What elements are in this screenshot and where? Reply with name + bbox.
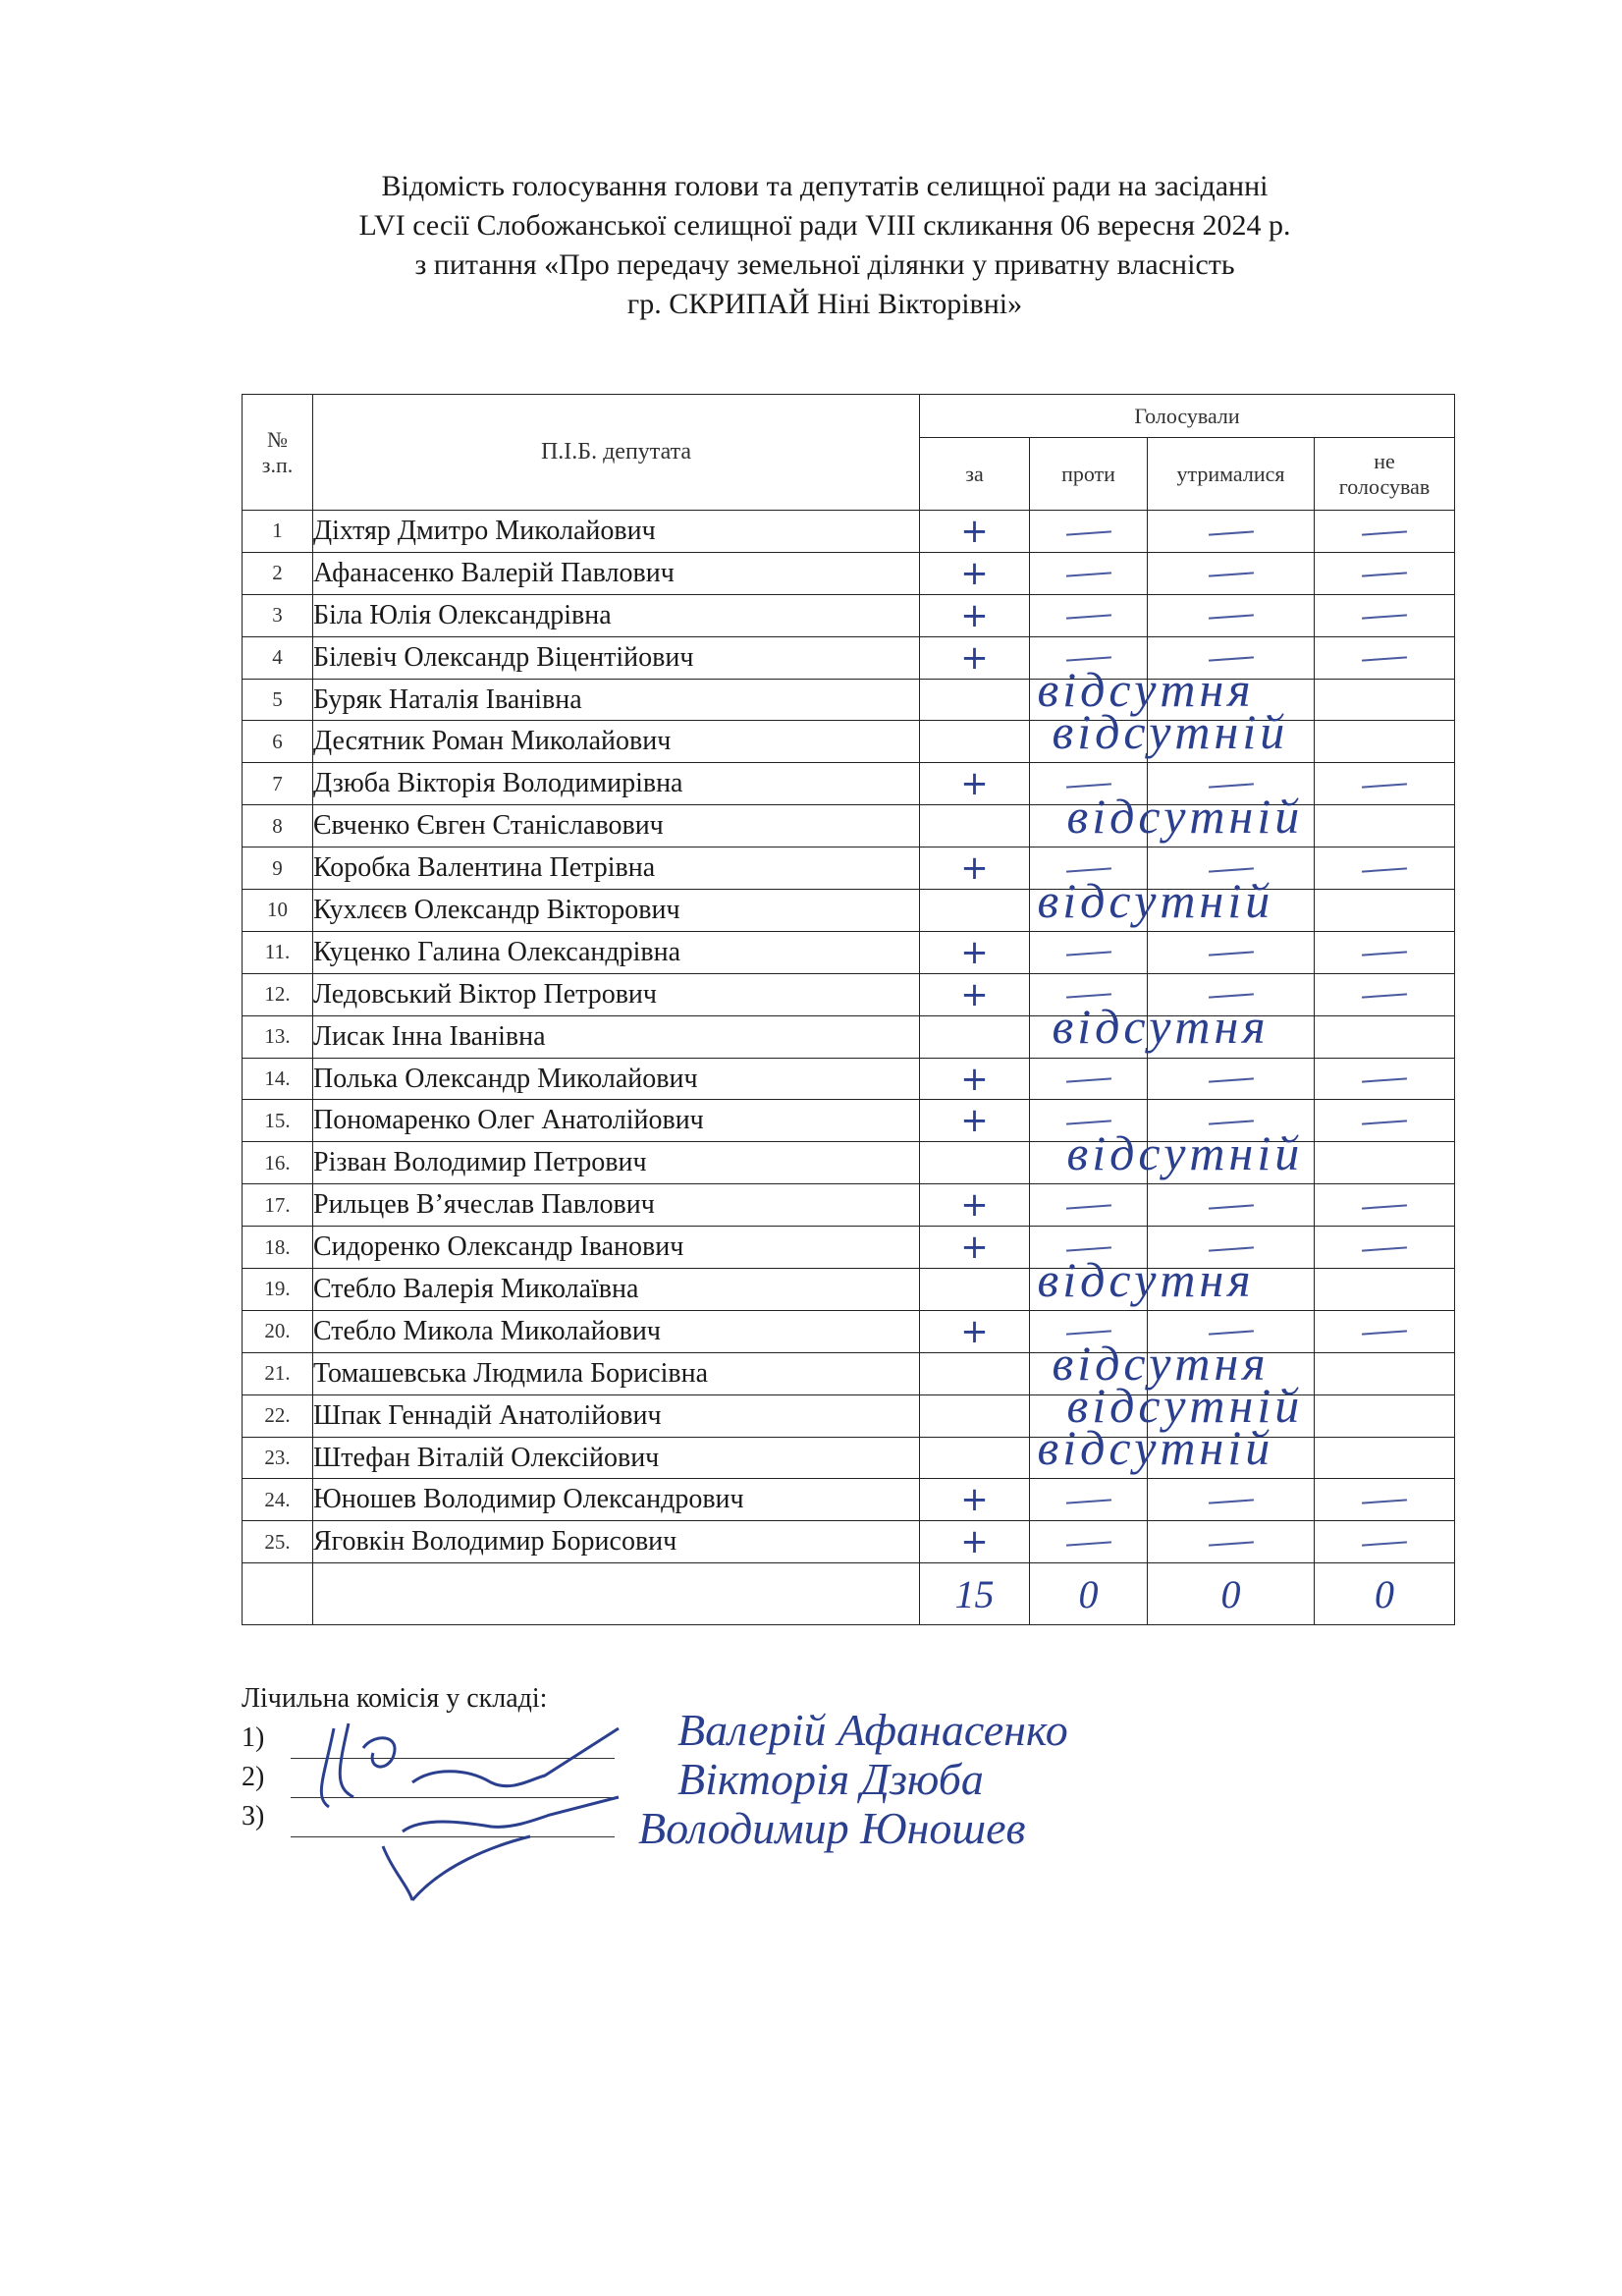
table-row (243, 931, 1455, 973)
dash-mark (1208, 867, 1253, 872)
vote-against (1030, 1479, 1148, 1521)
vote-abstained (1148, 1100, 1315, 1142)
title-line-2: LVI сесії Слобожанської селищної ради VIII скликання 06 вересня 2024 р. (358, 209, 1291, 242)
row-number: 14. (243, 1058, 313, 1100)
dash-mark (1362, 573, 1407, 577)
vote-not-voted (1315, 1479, 1455, 1521)
vote-abstained (1148, 552, 1315, 594)
deputy-name: Біла Юлія Олександрівна (313, 594, 920, 636)
header-not-voted: не голосував (1315, 438, 1455, 511)
table-row (243, 1394, 1455, 1437)
vote-abstained (1148, 1394, 1315, 1437)
vote-not-voted (1315, 1142, 1455, 1184)
dash-mark (1362, 657, 1407, 662)
table-row (243, 1521, 1455, 1563)
vote-abstained (1148, 1310, 1315, 1352)
vote-abstained (1148, 890, 1315, 932)
row-number: 22. (243, 1394, 313, 1437)
commission-member-1-name: Валерій Афанасенко (677, 1705, 1068, 1755)
vote-abstained (1148, 1269, 1315, 1311)
table-row (243, 805, 1455, 847)
table-row (243, 1100, 1455, 1142)
vote-abstained (1148, 847, 1315, 890)
row-number: 7 (243, 763, 313, 805)
row-number: 5 (243, 679, 313, 721)
vote-against (1030, 1058, 1148, 1100)
vote-for: + (920, 1184, 1030, 1227)
deputy-name: Діхтяр Дмитро Миколайович (313, 511, 920, 553)
dash-mark (1208, 1077, 1253, 1082)
dash-mark (1362, 994, 1407, 999)
vote-abstained (1148, 679, 1315, 721)
dash-mark (1065, 867, 1110, 872)
deputy-name: Пономаренко Олег Анатолійович (313, 1100, 920, 1142)
commission-member-3-name: Володимир Юношев (638, 1803, 1026, 1853)
vote-not-voted (1315, 511, 1455, 553)
row-number: 9 (243, 847, 313, 890)
total-for: 15 (920, 1563, 1030, 1625)
header-number: № з.п. (243, 395, 313, 511)
vote-against (1030, 1100, 1148, 1142)
dash-mark (1208, 783, 1253, 788)
vote-abstained (1148, 1521, 1315, 1563)
table-row (243, 1352, 1455, 1394)
row-number: 25. (243, 1521, 313, 1563)
dash-mark (1065, 994, 1110, 999)
vote-not-voted (1315, 1394, 1455, 1437)
vote-for (920, 890, 1030, 932)
vote-against (1030, 1269, 1148, 1311)
deputy-name: Стебло Микола Миколайович (313, 1310, 920, 1352)
vote-for (920, 679, 1030, 721)
row-number: 24. (243, 1479, 313, 1521)
vote-for: + (920, 511, 1030, 553)
vote-against (1030, 552, 1148, 594)
absent-note: відсутній (1066, 1124, 1304, 1180)
deputy-name: Стебло Валерія Миколаївна (313, 1269, 920, 1311)
dash-mark (1065, 952, 1110, 957)
table-row (243, 1184, 1455, 1227)
dash-mark (1208, 1246, 1253, 1251)
totals-empty-number (243, 1563, 313, 1625)
dash-mark (1362, 1246, 1407, 1251)
row-number: 11. (243, 931, 313, 973)
table-row (243, 1015, 1455, 1058)
dash-mark (1362, 1120, 1407, 1124)
vote-not-voted (1315, 931, 1455, 973)
vote-for: + (920, 1479, 1030, 1521)
absent-note: відсутня (1052, 1336, 1270, 1392)
dash-mark (1065, 1541, 1110, 1546)
total-abstained: 0 (1148, 1563, 1315, 1625)
vote-abstained (1148, 973, 1315, 1015)
dash-mark (1065, 1246, 1110, 1251)
vote-against (1030, 805, 1148, 847)
dash-mark (1065, 1499, 1110, 1503)
dash-mark (1065, 1331, 1110, 1336)
vote-against (1030, 931, 1148, 973)
dash-mark (1065, 573, 1110, 577)
dash-mark (1208, 994, 1253, 999)
vote-not-voted (1315, 890, 1455, 932)
vote-against (1030, 1521, 1148, 1563)
title-line-3: з питання «Про передачу земельної ділянки у приватну власність (414, 248, 1235, 281)
dash-mark (1362, 1499, 1407, 1503)
vote-abstained (1148, 721, 1315, 763)
dash-mark (1208, 530, 1253, 535)
vote-abstained (1148, 805, 1315, 847)
deputy-name: Яговкін Володимир Борисович (313, 1521, 920, 1563)
deputy-name: Юношев Володимир Олександрович (313, 1479, 920, 1521)
vote-against (1030, 1352, 1148, 1394)
row-number: 3 (243, 594, 313, 636)
vote-against (1030, 636, 1148, 679)
vote-not-voted (1315, 1100, 1455, 1142)
vote-against (1030, 721, 1148, 763)
vote-for: + (920, 636, 1030, 679)
dash-mark (1065, 657, 1110, 662)
dash-mark (1362, 867, 1407, 872)
vote-against (1030, 1437, 1148, 1479)
dash-mark (1362, 1204, 1407, 1209)
deputy-name: Рильцев В’ячеслав Павлович (313, 1184, 920, 1227)
vote-not-voted (1315, 1058, 1455, 1100)
voting-table (242, 394, 1455, 1625)
vote-for: + (920, 847, 1030, 890)
vote-not-voted (1315, 552, 1455, 594)
dash-mark (1065, 530, 1110, 535)
row-number: 13. (243, 1015, 313, 1058)
dash-mark (1208, 1120, 1253, 1124)
dash-mark (1362, 952, 1407, 957)
vote-abstained (1148, 763, 1315, 805)
dash-mark (1362, 1077, 1407, 1082)
table-row (243, 1058, 1455, 1100)
deputy-name: Кухлєєв Олександр Вікторович (313, 890, 920, 932)
vote-against (1030, 1310, 1148, 1352)
vote-for: + (920, 1310, 1030, 1352)
vote-not-voted (1315, 636, 1455, 679)
vote-against (1030, 1394, 1148, 1437)
dash-mark (1362, 783, 1407, 788)
vote-for: + (920, 1058, 1030, 1100)
row-number: 4 (243, 636, 313, 679)
absent-note: відсутня (1052, 999, 1270, 1055)
totals-empty-name (313, 1563, 920, 1625)
header-voted: Голосували (920, 395, 1455, 438)
handwritten-signatures (295, 1689, 668, 1905)
table-row (243, 1269, 1455, 1311)
table-row (243, 594, 1455, 636)
vote-against (1030, 594, 1148, 636)
row-number: 18. (243, 1227, 313, 1269)
vote-abstained (1148, 1142, 1315, 1184)
table-row (243, 973, 1455, 1015)
dash-mark (1065, 783, 1110, 788)
row-number: 8 (243, 805, 313, 847)
table-row (243, 1437, 1455, 1479)
deputy-name: Десятник Роман Миколайович (313, 721, 920, 763)
header-abstained: утрималися (1148, 438, 1315, 511)
deputy-name: Полька Олександр Миколайович (313, 1058, 920, 1100)
dash-mark (1362, 1331, 1407, 1336)
dash-mark (1362, 1541, 1407, 1546)
dash-mark (1065, 1120, 1110, 1124)
vote-not-voted (1315, 1227, 1455, 1269)
table-row (243, 1310, 1455, 1352)
vote-not-voted (1315, 1015, 1455, 1058)
vote-not-voted (1315, 1437, 1455, 1479)
commission-member-2-number: 2) (242, 1762, 265, 1792)
vote-not-voted (1315, 805, 1455, 847)
deputy-name: Дзюба Вікторія Володимирівна (313, 763, 920, 805)
table-row (243, 890, 1455, 932)
deputy-name: Ледовський Віктор Петрович (313, 973, 920, 1015)
row-number: 20. (243, 1310, 313, 1352)
vote-abstained (1148, 1184, 1315, 1227)
vote-not-voted (1315, 763, 1455, 805)
table-row (243, 763, 1455, 805)
deputy-name: Лисак Інна Іванівна (313, 1015, 920, 1058)
vote-against (1030, 679, 1148, 721)
vote-abstained (1148, 1058, 1315, 1100)
vote-not-voted (1315, 1184, 1455, 1227)
vote-abstained (1148, 1479, 1315, 1521)
dash-mark (1208, 1331, 1253, 1336)
document-title (236, 167, 1414, 324)
dash-mark (1362, 615, 1407, 620)
title-line-1: Відомість голосування голови та депутатів селищної ради на засіданні (381, 170, 1269, 202)
title-line-4: гр. СКРИПАЙ Ніні Вікторівні» (626, 288, 1023, 320)
total-not-voted: 0 (1315, 1563, 1455, 1625)
deputy-name: Афанасенко Валерій Павлович (313, 552, 920, 594)
dash-mark (1065, 615, 1110, 620)
table-row (243, 552, 1455, 594)
deputy-name: Коробка Валентина Петрівна (313, 847, 920, 890)
header-name: П.І.Б. депутата (313, 395, 920, 511)
vote-for (920, 1437, 1030, 1479)
table-row (243, 721, 1455, 763)
vote-for: + (920, 594, 1030, 636)
vote-not-voted (1315, 1310, 1455, 1352)
row-number: 1 (243, 511, 313, 553)
dash-mark (1208, 573, 1253, 577)
vote-not-voted (1315, 1269, 1455, 1311)
totals-row (243, 1563, 1455, 1625)
header-against: проти (1030, 438, 1148, 511)
row-number: 16. (243, 1142, 313, 1184)
vote-against (1030, 511, 1148, 553)
absent-note: відсутній (1066, 788, 1304, 844)
deputy-name: Томашевська Людмила Борисівна (313, 1352, 920, 1394)
table-row (243, 1227, 1455, 1269)
row-number: 17. (243, 1184, 313, 1227)
dash-mark (1065, 1204, 1110, 1209)
vote-against (1030, 847, 1148, 890)
row-number: 23. (243, 1437, 313, 1479)
vote-for: + (920, 763, 1030, 805)
commission-member-2-name: Вікторія Дзюба (677, 1754, 984, 1804)
deputy-name: Різван Володимир Петрович (313, 1142, 920, 1184)
commission-member-3-number: 3) (242, 1801, 265, 1831)
vote-against (1030, 1184, 1148, 1227)
deputy-name: Шпак Геннадій Анатолійович (313, 1394, 920, 1437)
table-row (243, 847, 1455, 890)
deputy-name: Куценко Галина Олександрівна (313, 931, 920, 973)
vote-abstained (1148, 1437, 1315, 1479)
table-row (243, 1479, 1455, 1521)
row-number: 6 (243, 721, 313, 763)
dash-mark (1362, 530, 1407, 535)
row-number: 10 (243, 890, 313, 932)
vote-not-voted (1315, 1352, 1455, 1394)
deputy-name: Євченко Євген Станіславович (313, 805, 920, 847)
deputy-name: Білевіч Олександр Віцентійович (313, 636, 920, 679)
vote-for (920, 1142, 1030, 1184)
dash-mark (1208, 657, 1253, 662)
absent-note: відсутній (1037, 1420, 1274, 1476)
deputy-name: Буряк Наталія Іванівна (313, 679, 920, 721)
total-against: 0 (1030, 1563, 1148, 1625)
header-for: за (920, 438, 1030, 511)
vote-for (920, 1015, 1030, 1058)
vote-not-voted (1315, 679, 1455, 721)
deputy-name: Сидоренко Олександр Іванович (313, 1227, 920, 1269)
vote-abstained (1148, 931, 1315, 973)
commission-label: Лічильна комісія у складі: (242, 1683, 548, 1714)
vote-for: + (920, 1227, 1030, 1269)
vote-not-voted (1315, 594, 1455, 636)
absent-note: відсутній (1037, 872, 1274, 928)
vote-for (920, 1269, 1030, 1311)
vote-for (920, 721, 1030, 763)
absent-note: відсутній (1066, 1378, 1304, 1434)
dash-mark (1208, 1204, 1253, 1209)
vote-for (920, 805, 1030, 847)
vote-abstained (1148, 1015, 1315, 1058)
dash-mark (1208, 952, 1253, 957)
vote-for (920, 1394, 1030, 1437)
vote-not-voted (1315, 721, 1455, 763)
vote-not-voted (1315, 973, 1455, 1015)
vote-for (920, 1352, 1030, 1394)
vote-for: + (920, 1521, 1030, 1563)
row-number: 19. (243, 1269, 313, 1311)
vote-not-voted (1315, 1521, 1455, 1563)
dash-mark (1208, 1499, 1253, 1503)
table-row (243, 1142, 1455, 1184)
table-row (243, 679, 1455, 721)
vote-for: + (920, 931, 1030, 973)
vote-abstained (1148, 636, 1315, 679)
commission-member-1-number: 1) (242, 1722, 265, 1753)
absent-note: відсутня (1037, 1251, 1255, 1307)
dash-mark (1208, 1541, 1253, 1546)
absent-note: відсутній (1052, 703, 1289, 759)
vote-abstained (1148, 594, 1315, 636)
vote-not-voted (1315, 847, 1455, 890)
vote-against (1030, 973, 1148, 1015)
absent-note: відсутня (1037, 662, 1255, 718)
row-number: 21. (243, 1352, 313, 1394)
vote-abstained (1148, 1227, 1315, 1269)
table-row (243, 636, 1455, 679)
vote-for: + (920, 552, 1030, 594)
vote-against (1030, 1227, 1148, 1269)
vote-abstained (1148, 511, 1315, 553)
vote-against (1030, 1142, 1148, 1184)
table-row (243, 511, 1455, 553)
vote-against (1030, 763, 1148, 805)
row-number: 12. (243, 973, 313, 1015)
row-number: 15. (243, 1100, 313, 1142)
dash-mark (1208, 615, 1253, 620)
vote-for: + (920, 1100, 1030, 1142)
vote-abstained (1148, 1352, 1315, 1394)
deputy-name: Штефан Віталій Олексійович (313, 1437, 920, 1479)
dash-mark (1065, 1077, 1110, 1082)
vote-for: + (920, 973, 1030, 1015)
vote-against (1030, 1015, 1148, 1058)
vote-against (1030, 890, 1148, 932)
row-number: 2 (243, 552, 313, 594)
